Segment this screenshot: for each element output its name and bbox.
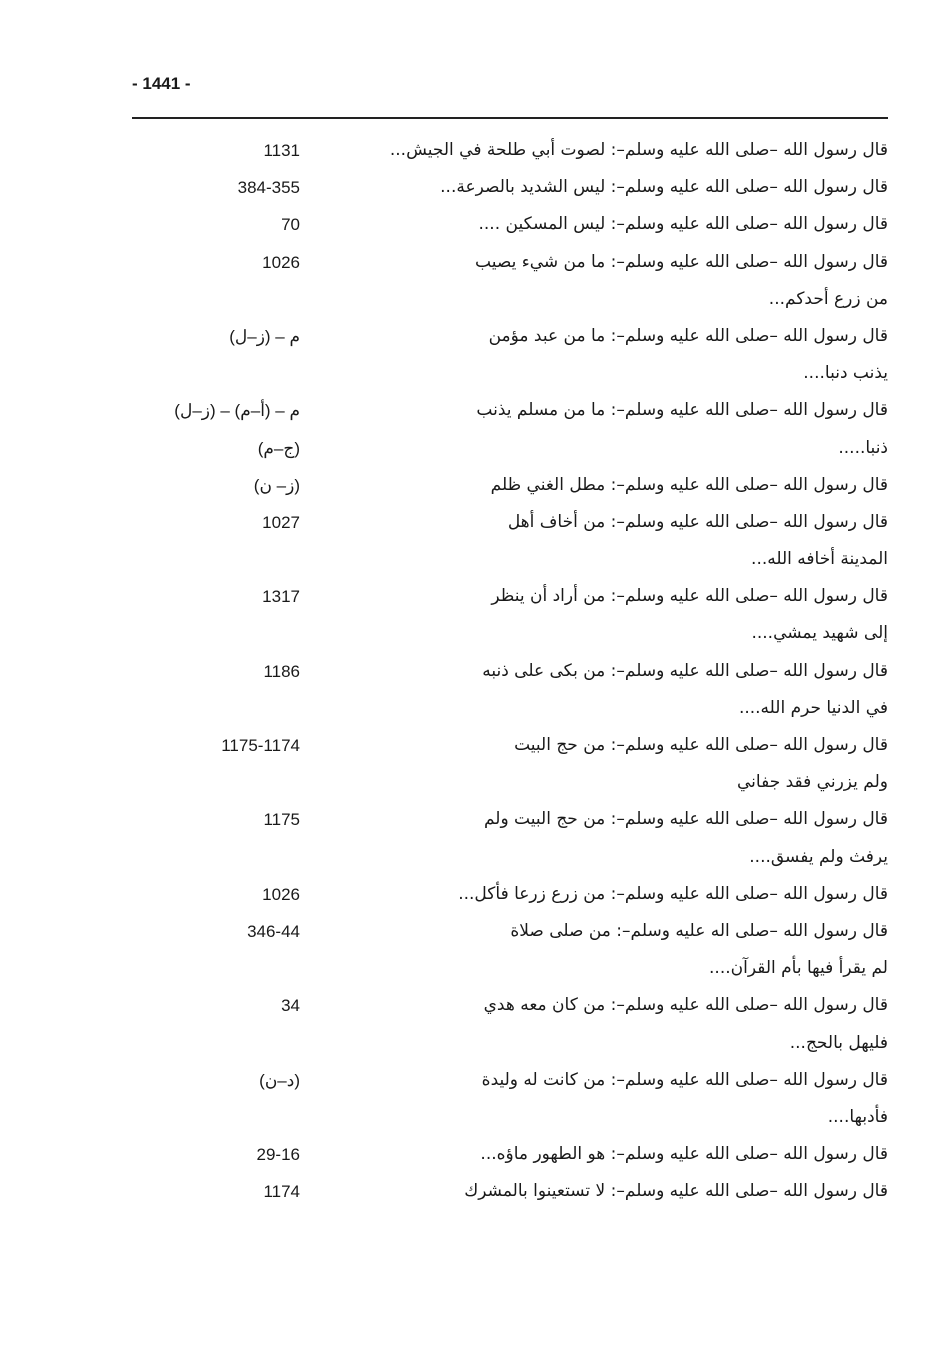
page-reference: 1026 [262,252,300,272]
index-row [100,878,888,915]
page-reference: (ز–ل) – م [229,326,300,346]
index-row [100,803,888,840]
page-reference: 1027 [262,512,300,532]
hadith-text: قال رسول الله –صلى الله عليه وسلم–: ليس المسكين .... [478,214,888,235]
index-row [100,1138,888,1175]
page-reference: 346-44 [247,921,300,941]
index-row [100,394,888,431]
hadith-text: قال رسول الله –صلى الله عليه وسلم–: لصوت أبي طلحة في الجيش... [389,140,888,160]
page-reference: 29-16 [256,1145,300,1165]
hadith-text: إلى شهيد يمشي.... [751,623,888,644]
hadith-text: قال رسول الله –صلى الله عليه وسلم–: من أخاف أهل [507,511,888,532]
hadith-text: قال رسول الله –صلى الله عليه وسلم–: من أراد أن ينظر [491,586,888,607]
hadith-text: يرفث ولم يفسق.... [749,846,888,867]
hadith-text: قال رسول الله –صلى الله عليه وسلم–: هو الطهور ماؤه... [480,1144,888,1165]
page-reference: (ز–ل) – م – (أ–م) [174,401,300,421]
index-row [100,692,888,729]
index-row [100,469,888,506]
hadith-text: قال رسول الله –صلى اله عليه وسلم–: من صلى صلاة [510,920,888,941]
hadith-text: قال رسول الله –صلى الله عليه وسلم–: مطل الغني ظلم [490,474,888,495]
page-reference: 1174 [263,1182,300,1202]
index-row [100,432,888,469]
index-row [100,841,888,878]
index-row [100,506,888,543]
page-reference: 1175 [263,810,300,830]
page-reference: 1026 [262,884,300,904]
hadith-text: المدينة أخافه الله... [751,549,888,570]
hadith-text: فأدبها.... [827,1106,888,1127]
header-rule [132,117,888,119]
page-reference: 70 [281,215,300,235]
page-number: - 1441 - [132,74,191,93]
index-row [100,208,888,245]
hadith-text: قال رسول الله –صلى الله عليه وسلم–: ما من شيء يصيب [475,251,888,272]
page-reference: (ج–م) [257,438,300,458]
hadith-text: من زرع أحدكم... [768,288,888,309]
hadith-text: لم يقرأ فيها بأم القرآن.... [709,958,888,979]
page-reference: 1175-1174 [221,736,300,755]
index-row [100,989,888,1026]
hadith-text: قال رسول الله –صلى الله عليه وسلم–: من بكى على ذنبه [482,660,888,681]
page-reference: (ز– ن) [253,475,300,495]
hadith-text: قال رسول الله –صلى الله عليه وسلم–: من حج البيت ولم [483,809,888,830]
index-row [100,1101,888,1138]
hadith-text: قال رسول الله –صلى الله عليه وسلم–: ليس الشديد بالصرعة... [440,177,888,198]
page-reference: 1186 [263,661,300,681]
hadith-index-list [100,134,888,1212]
index-row [100,915,888,952]
index-row [100,1027,888,1064]
hadith-text: فليهل بالحج... [789,1032,888,1053]
hadith-text: يذنب دنبا.... [803,363,888,384]
index-row [100,134,888,171]
index-row [100,320,888,357]
index-row [100,543,888,580]
index-row [100,580,888,617]
hadith-text: قال رسول الله –صلى الله عليه وسلم–: ما من مسلم يذنب [476,400,888,421]
index-row [100,357,888,394]
index-row [100,729,888,766]
page-reference: 384-355 [237,178,300,198]
hadith-text: قال رسول الله –صلى الله عليه وسلم–: من حج البيت [514,735,888,755]
hadith-text: قال رسول الله –صلى الله عليه وسلم–: ما من عبد مؤمن [488,325,888,346]
index-row [100,617,888,654]
index-row [100,246,888,283]
hadith-text: ذنبا..... [838,437,888,458]
hadith-text: قال رسول الله –صلى الله عليه وسلم–: من كانت له وليدة [481,1069,888,1090]
index-row [100,766,888,803]
index-row [100,952,888,989]
hadith-text: قال رسول الله –صلى الله عليه وسلم–: لا تستعينوا بالمشرك [464,1181,888,1202]
index-row [100,1175,888,1212]
hadith-text: ولم يزرني فقد جفاني [737,772,888,793]
page-reference: 1131 [263,141,300,160]
hadith-text: قال رسول الله –صلى الله عليه وسلم–: من كان معه هدي [483,995,888,1016]
page-reference: 34 [281,996,300,1016]
index-row [100,1064,888,1101]
hadith-text: قال رسول الله –صلى الله عليه وسلم–: من زرع زرعا فأكل... [458,883,888,904]
index-row [100,655,888,692]
page-reference: 1317 [262,587,300,607]
index-row [100,283,888,320]
page-reference: (د–ن) [259,1070,300,1090]
hadith-text: في الدنيا حرم الله.... [738,697,888,718]
index-row [100,171,888,208]
